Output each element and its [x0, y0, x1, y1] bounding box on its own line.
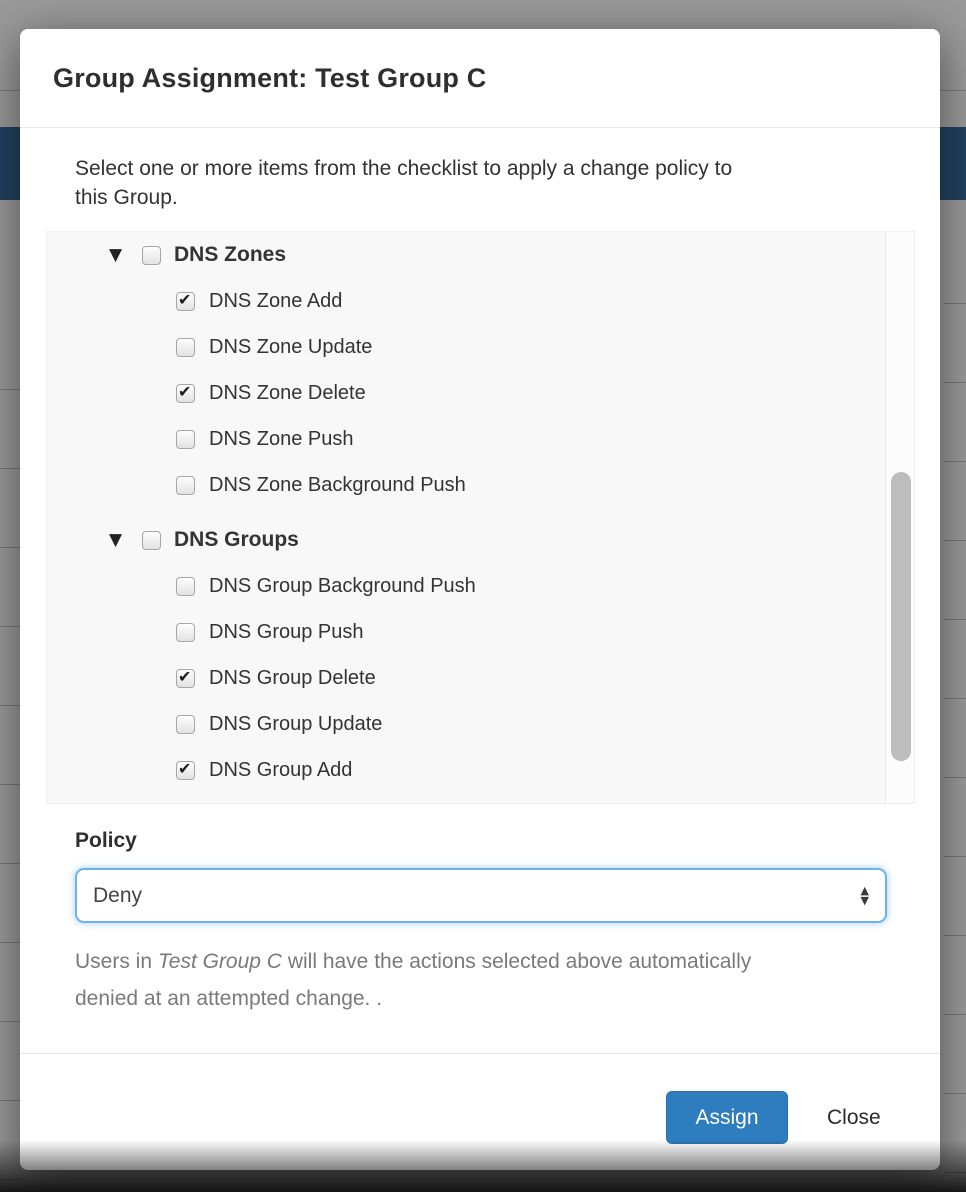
item-label: DNS Zone Update [209, 335, 373, 358]
item-checkbox[interactable] [176, 289, 195, 311]
help-prefix: Users in [75, 950, 158, 973]
select-arrows-icon [860, 883, 869, 907]
group-checkbox[interactable] [142, 531, 161, 550]
backdrop-bottom-fade [0, 1140, 966, 1192]
group-checkbox[interactable] [142, 246, 161, 265]
checklist [47, 232, 914, 793]
checkmark-icon: ✔ [178, 758, 192, 778]
item-checkbox[interactable] [176, 758, 195, 780]
help-suffix-line1: will have the actions selected above automatically [281, 950, 752, 973]
checklist-item-row [47, 462, 914, 508]
checklist-item-row [47, 655, 914, 701]
modal-title-prefix: Group Assignment: [53, 62, 316, 93]
item-label: DNS Zone Delete [209, 381, 366, 404]
item-checkbox[interactable] [176, 338, 195, 357]
item-label: DNS Zone Add [209, 289, 343, 312]
checklist-item-row [47, 563, 914, 609]
checklist-panel [46, 231, 915, 804]
item-checkbox[interactable] [176, 623, 195, 642]
policy-select[interactable] [75, 868, 887, 923]
backdrop-table-rows-right [944, 225, 966, 1192]
item-checkbox[interactable] [176, 715, 195, 734]
group-assignment-modal [20, 29, 940, 1170]
item-label: DNS Group Add [209, 758, 353, 781]
checkmark-icon: ✔ [178, 289, 192, 309]
instruction-line-1: Select one or more items from the checklist to apply a change policy to [75, 157, 733, 180]
checkmark-icon: ✔ [178, 381, 192, 401]
item-label: DNS Group Update [209, 712, 383, 735]
checklist-scrollbar-track[interactable] [885, 232, 914, 803]
checklist-scrollbar-thumb[interactable] [891, 472, 911, 761]
item-label: DNS Zone Background Push [209, 473, 466, 496]
checklist-item-row [47, 701, 914, 747]
item-label: DNS Zone Push [209, 427, 354, 450]
arrow-up-icon: ▲ [860, 883, 869, 897]
assign-button[interactable]: Assign [666, 1091, 788, 1144]
checklist-item-row [47, 747, 914, 793]
policy-label: Policy [75, 829, 137, 852]
policy-help-text [75, 943, 885, 1017]
backdrop-table-rows-left [0, 311, 22, 1192]
item-checkbox[interactable] [176, 666, 195, 688]
item-checkbox[interactable] [176, 381, 195, 403]
checklist-item-row [47, 609, 914, 655]
group-label: DNS Groups [174, 528, 299, 551]
checklist-group-header [47, 517, 914, 563]
item-label: DNS Group Delete [209, 666, 376, 689]
instruction-text [75, 154, 905, 212]
policy-selected-value: Deny [93, 883, 143, 907]
checklist-item-row [47, 370, 914, 416]
checklist-group-header [47, 232, 914, 278]
instruction-line-2: this Group. [75, 186, 178, 209]
item-label: DNS Group Push [209, 620, 364, 643]
modal-title [53, 63, 487, 94]
triangle-down-icon[interactable]: ▼ [109, 529, 123, 550]
checklist-item-row [47, 278, 914, 324]
triangle-down-icon[interactable]: ▼ [109, 244, 123, 265]
modal-title-group-name: Test Group C [315, 62, 487, 93]
modal-header [20, 29, 940, 128]
checklist-item-row [47, 324, 914, 370]
help-suffix-line2: denied at an attempted change. . [75, 987, 383, 1010]
item-label: DNS Group Background Push [209, 574, 476, 597]
item-checkbox[interactable] [176, 476, 195, 495]
group-label: DNS Zones [174, 243, 287, 266]
checklist-item-row [47, 416, 914, 462]
item-checkbox[interactable] [176, 430, 195, 449]
close-button[interactable]: Close [827, 1091, 881, 1144]
arrow-down-icon: ▼ [860, 893, 869, 907]
checkmark-icon: ✔ [178, 666, 192, 686]
help-group-name: Test Group C [157, 950, 282, 973]
item-checkbox[interactable] [176, 577, 195, 596]
